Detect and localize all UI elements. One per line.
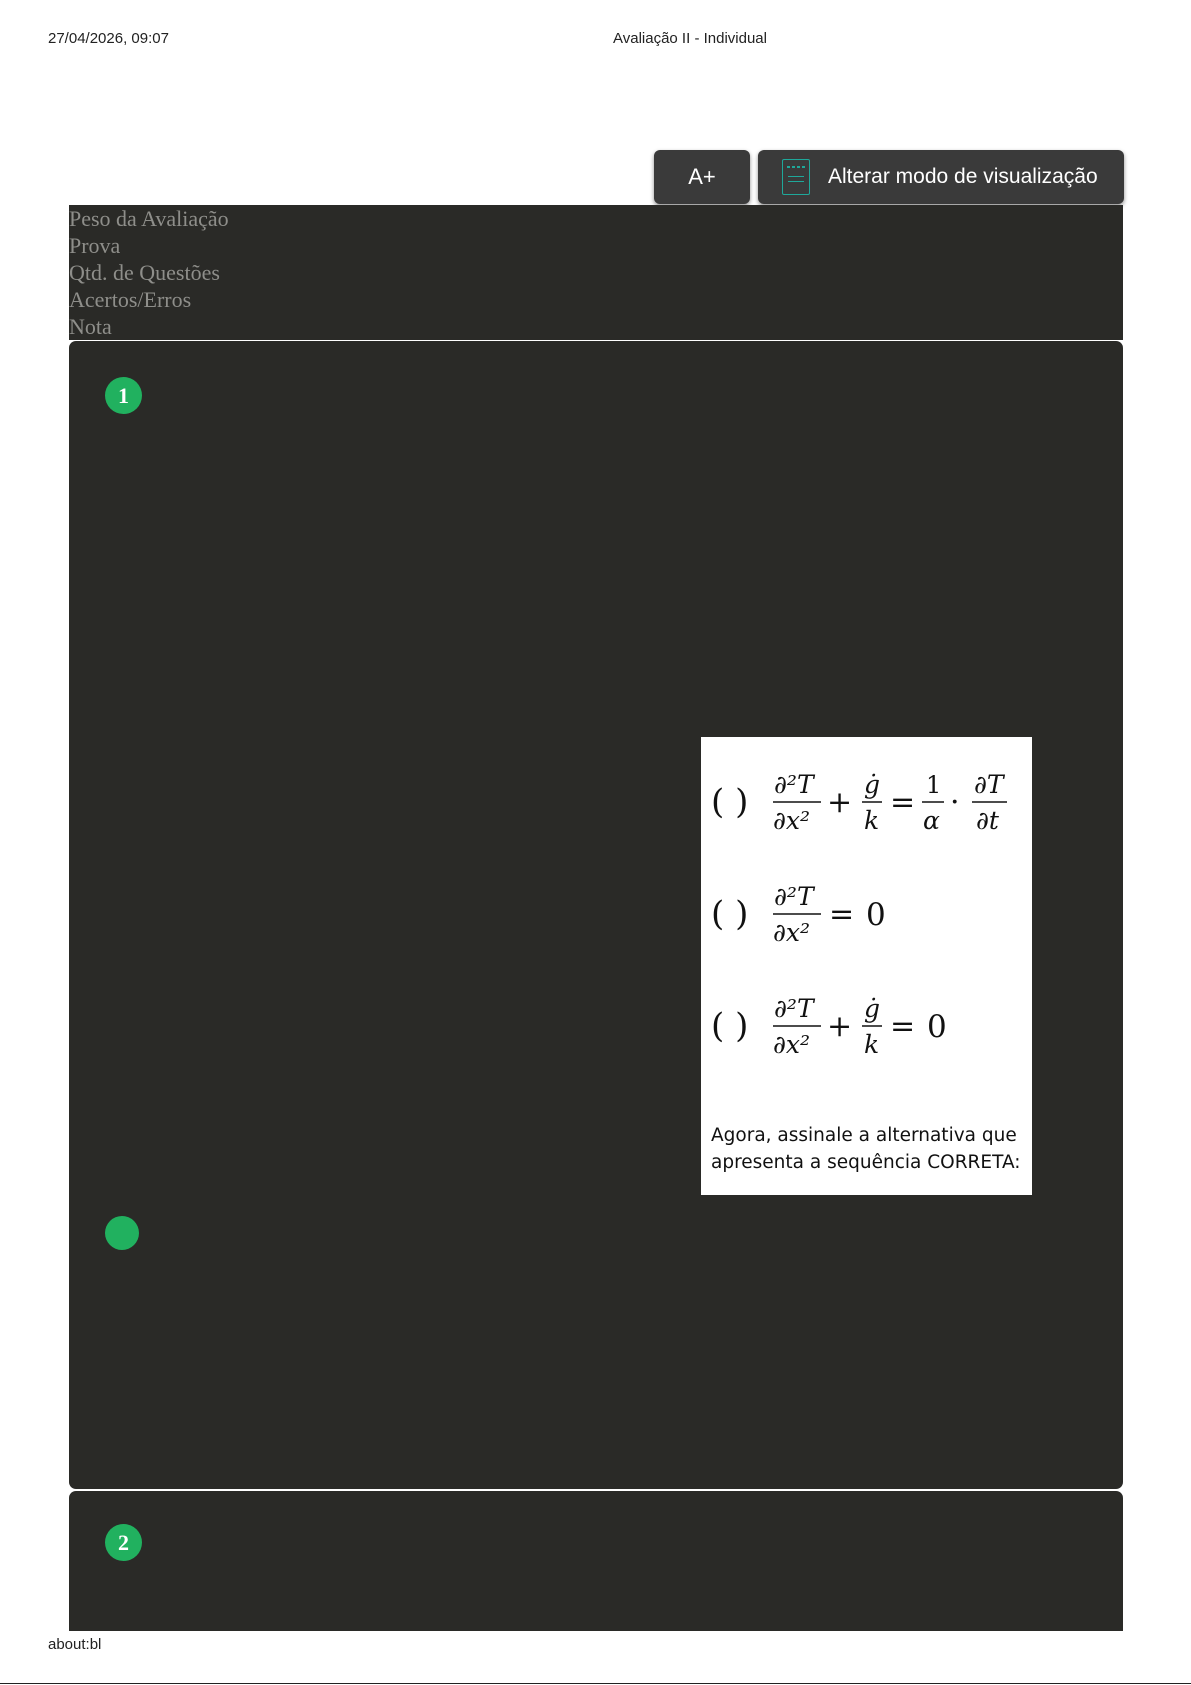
print-header-datetime: 27/04/2026, 09:07 — [48, 30, 169, 47]
option-3-parens: ( ) — [711, 1006, 749, 1046]
option-1-equals: = — [890, 785, 916, 820]
option-1-dot: · — [950, 785, 960, 820]
option-2-equals: = — [829, 897, 855, 932]
evaluation-info-panel — [69, 205, 1123, 340]
option-3-lhs-denominator: ∂x² — [773, 1030, 811, 1059]
option-3-plus: + — [827, 1009, 853, 1044]
option-1-lhs-numerator: ∂²T — [774, 770, 814, 799]
question-number-badge: 1 — [105, 377, 142, 414]
option-1-rhs-denominator: ∂t — [976, 806, 999, 835]
increase-font-label: A+ — [688, 164, 716, 189]
info-question-count-label: Qtd. de Questões — [69, 260, 220, 285]
equation-image — [701, 737, 1032, 1195]
option-1-rhs-numerator: ∂T — [974, 770, 1004, 799]
option-2-lhs-numerator: ∂²T — [774, 882, 814, 911]
option-2-lhs-denominator: ∂x² — [773, 918, 811, 947]
footer-divider — [0, 1683, 1191, 1684]
option-2-parens: ( ) — [711, 894, 749, 934]
print-footer-url: about:bl — [48, 1636, 102, 1653]
equation-options-graphic — [701, 737, 1032, 1117]
answer-status-dot — [105, 1216, 139, 1250]
option-1-plus: + — [827, 785, 853, 820]
toolbar — [654, 150, 1124, 204]
option-1-g-numerator: ġ — [864, 770, 881, 799]
equation-prompt-text: Agora, assinale a alternativa que apresenta a sequência CORRETA: — [711, 1125, 1021, 1173]
option-3-g-denominator: k — [864, 1030, 880, 1059]
change-view-mode-label: Alterar modo de visualização — [828, 165, 1098, 188]
option-3-g-numerator: ġ — [864, 994, 881, 1023]
equation-option-2 — [711, 882, 886, 947]
print-header-title: Avaliação II - Individual — [613, 30, 767, 47]
info-grade-label: Nota — [69, 314, 112, 339]
option-1-parens: ( ) — [711, 782, 749, 822]
info-weight-label: Peso da Avaliação — [69, 206, 229, 231]
option-2-zero: 0 — [866, 897, 886, 933]
option-1-one: 1 — [926, 771, 942, 799]
info-exam-label: Prova — [69, 233, 121, 258]
equation-option-1 — [711, 770, 1007, 835]
option-3-zero: 0 — [927, 1009, 947, 1045]
equation-option-3 — [711, 994, 947, 1059]
question-number-badge: 2 — [105, 1524, 142, 1561]
option-3-lhs-numerator: ∂²T — [774, 994, 814, 1023]
option-1-alpha: α — [923, 806, 940, 835]
question-card-2 — [69, 1491, 1123, 1631]
change-view-mode-button[interactable] — [758, 150, 1124, 204]
increase-font-button[interactable] — [654, 150, 750, 204]
option-1-lhs-denominator: ∂x² — [773, 806, 811, 835]
info-hits-errors-label: Acertos/Erros — [69, 287, 192, 312]
option-3-equals: = — [890, 1009, 916, 1044]
document-view-icon — [782, 159, 810, 195]
option-1-g-denominator: k — [864, 806, 880, 835]
